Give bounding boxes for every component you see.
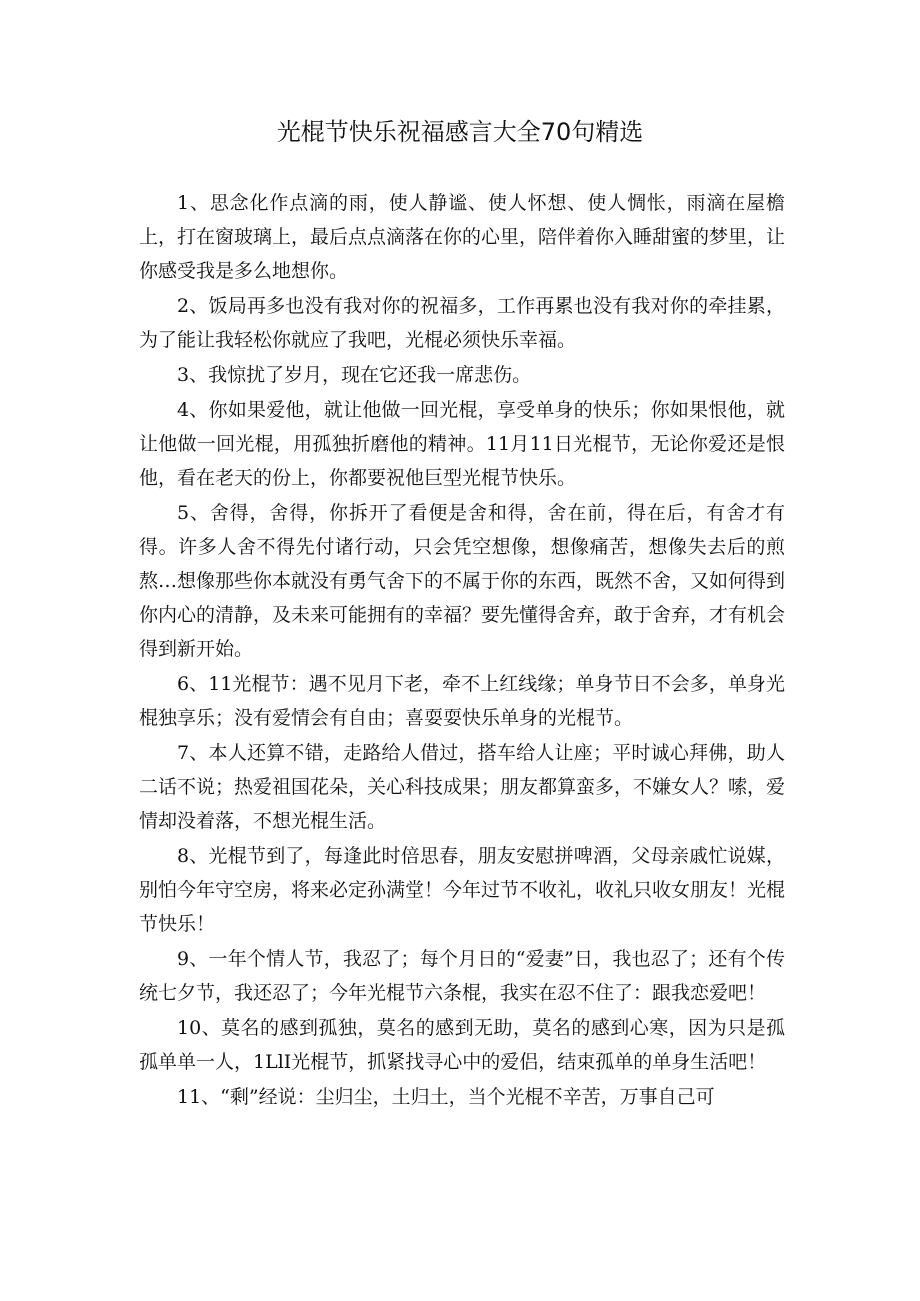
paragraph-5: 5、舍得，舍得，你拆开了看便是舍和得，舍在前，得在后，有舍才有得。许多人舍不得先付诸行动，只会凭空想像，想像痛苦，想像失去后的煎熬…想像那些你本就没有勇气舍下的不属于你的东西，既然不舍，又如何得到你内心的清静，及未来可能拥有的幸福？要先懂得舍弃，敢于舍弃，才有机会得到新开始。 <box>139 502 786 660</box>
document-body <box>139 185 785 1114</box>
paragraph-8: 8、光棍节到了，每逢此时倍思春，朋友安慰拼啤酒，父母亲戚忙说媒，别怕今年守空房，将来必定孙满堂！今年过节不收礼，收礼只收女朋友！光棍节快乐！ <box>139 845 786 935</box>
paragraph-10: 10、莫名的感到孤独，莫名的感到无助，莫名的感到心寒，因为只是孤孤单单一人，1LlI光棍节，抓紧找寻心中的爱侣，结束孤单的单身生活吧！ <box>139 1017 785 1073</box>
paragraph-9: 9、一年个情人节，我忍了；每个月日的“爱妻”日，我也忍了；还有个传统七夕节，我还忍了；今年光棍节六条棍，我实在忍不住了：跟我恋爱吧！ <box>139 948 785 1004</box>
paragraph-6: 6、11光棍节：遇不见月下老，牵不上红线缘；单身节日不会多，单身光棍独享乐；没有爱情会有自由；喜耍耍快乐单身的光棍节。 <box>139 673 785 729</box>
paragraph-11: 11、“剩”经说：尘归尘，土归土，当个光棍不辛苦，万事自己可 <box>177 1086 715 1108</box>
paragraph-1: 1、思念化作点滴的雨，使人静谧、使人怀想、使人惆怅，雨滴在屋檐上，打在窗玻璃上，最后点点滴落在你的心里，陪伴着你入睡甜蜜的梦里，让你感受我是多么地想你。 <box>139 192 786 282</box>
document-title: 光棍节快乐祝福感言大全70句精选 <box>276 118 644 146</box>
paragraph-7: 7、本人还算不错，走路给人借过，搭车给人让座；平时诚心拜佛，助人二话不说；热爱祖国花朵，关心科技成果；朋友都算蛮多，不嫌女人？嗦，爱情却没着落，不想光棍生活。 <box>139 742 786 832</box>
paragraph-2: 2、饭局再多也没有我对你的祝福多，工作再累也没有我对你的牵挂累，为了能让我轻松你就应了我吧，光棍必须快乐幸福。 <box>139 295 785 351</box>
paragraph-4: 4、你如果爱他，就让他做一回光棍，享受单身的快乐；你如果恨他，就让他做一回光棍，用孤独折磨他的精神。11月11日光棍节，无论你爱还是恨他，看在老天的份上，你都要祝他巨型光棍节快乐。 <box>139 399 785 489</box>
paragraph-3: 3、我惊扰了岁月，现在它还我一席悲伤。 <box>177 364 532 386</box>
